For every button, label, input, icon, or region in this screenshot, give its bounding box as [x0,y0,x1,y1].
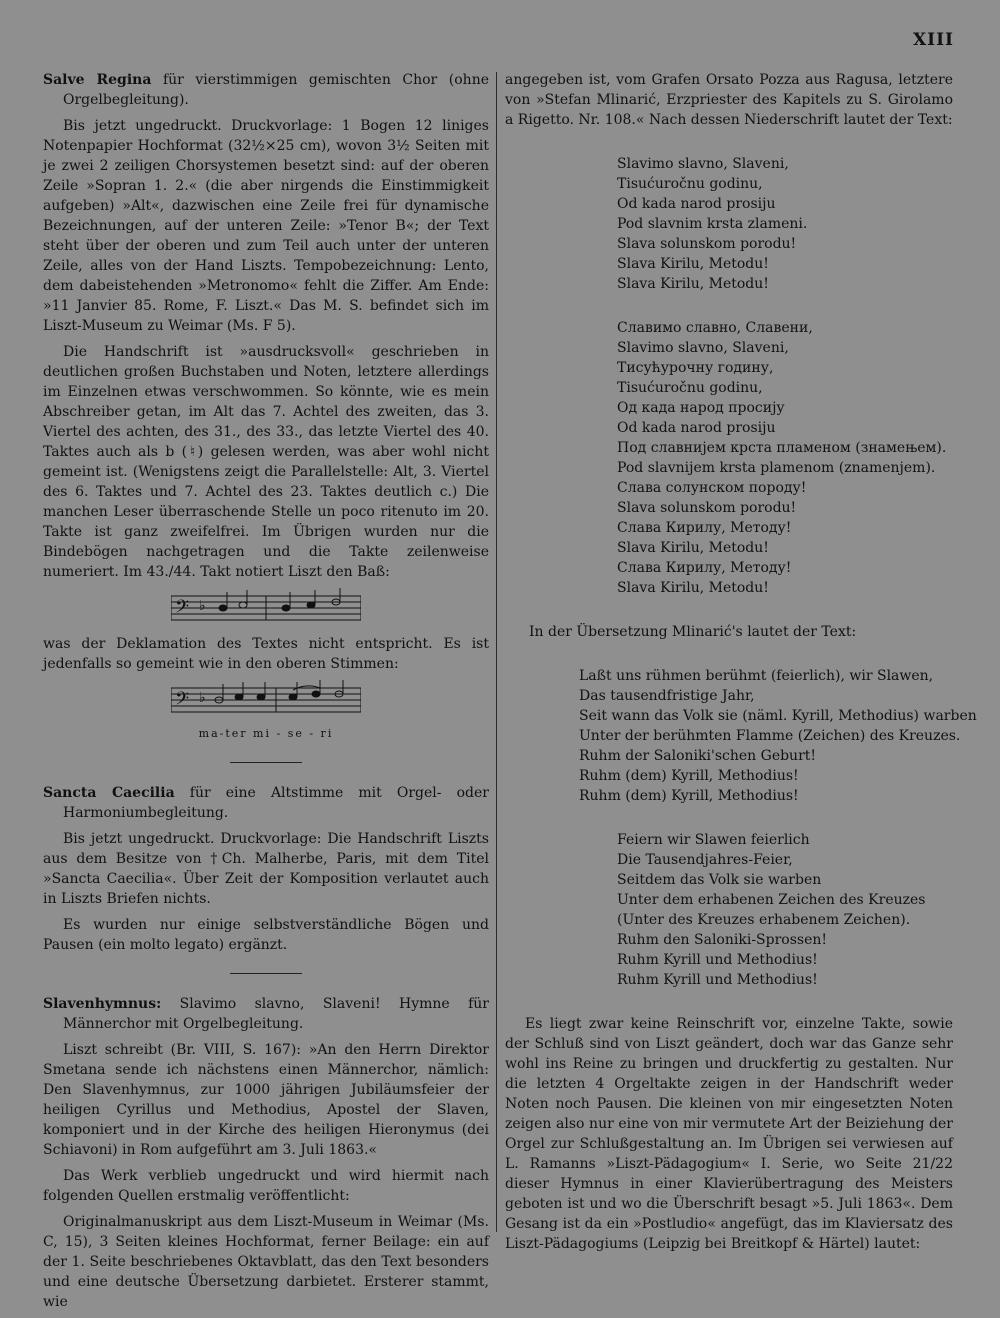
left-column [43,70,489,1312]
page-number: XIII [912,30,954,50]
caecilia-heading [43,783,489,823]
verse-line: Od kada narod prosiju [617,196,776,212]
verse-line: Ruhm (dem) Kyrill, Methodius! [579,768,799,784]
verse-line: Feiern wir Slawen feierlich [617,832,810,848]
verse-line: Slavimo slavno, Slaveni, [617,156,789,172]
right-final-paragraph: Es liegt zwar keine Reinschrift vor, einzelne Takte, sowie der Schluß sind von Liszt geändert, doch war das Ganze sehr wohl ins Reine zu bringen und druckfertig zu gestalten. Nur die letzten 4 Orgeltakte zeigen in der Handschrift weder Noten noch Pausen. Die kleinen von mir eingesetzten Noten zeigen also nur eine von mir vermutete Art der Beiziehung der Orgel zur Schlußgestaltung an. Im Übrigen sei verwiesen auf L. Ramanns »Liszt-Pädagogium« I. Serie, wo Seite 21/22 dieser Hymnus in einer Klavierübertragung des Meisters geboten ist und wo die Überschrift besagt »5. Juli 1863«. Dem Gesang ist da ein »Postludio« angefügt, das im Klaviersatz des Liszt-Pädagogiums (Leipzig bei Breitkopf & Härtel) lautet: [505,1016,953,1252]
verse-line: Tisućuročnu godinu, [617,176,763,192]
slaven-paragraph-2: Das Werk verblieb ungedruckt und wird hiermit nach folgenden Quellen erstmalig veröffentlicht: [43,1168,489,1204]
slaven-paragraph-1: Liszt schreibt (Br. VIII, S. 167): »An den Herrn Direktor Smetana sende ich nächstens einen Männerchor, nämlich: Den Slavenhymnus, zur 1000 jährigen Jubiläumsfeier der heiligen Cyrillus und Methodius, Apostel der Slaven, komponiert und in der Kirche des heiligen Hieronymus (dei Schiavoni) in Rom aufgeführt am 3. Juli 1863.« [43,1042,489,1158]
slaven-title-rest: Slavimo slavno, Slaveni! Hymne für Männerchor mit Orgelbegleitung. [63,996,489,1032]
salve-title: Salve Regina [43,72,152,88]
verse-line: Seitdem das Volk sie warben [617,872,822,888]
verse-line: Laßt uns rühmen berühmt (feierlich), wir Slawen, [579,668,934,684]
verse-line: Seit wann das Volk sie (näml. Kyrill, Methodius) warben [579,708,977,724]
verse-line: Тисућурочну годину, [617,360,774,376]
verse-line: Славимо славно, Славени, [617,320,813,336]
svg-text:𝄢: 𝄢 [175,689,190,714]
verse-line: Ruhm den Saloniki-Sprossen! [617,932,828,948]
verse-line: Das tausendfristige Jahr, [579,688,755,704]
music-staff-bass-2 [171,680,361,720]
verse-line: Ruhm Kyrill und Methodius! [617,972,818,988]
music-lyric: ma-ter mi - se - ri [198,727,334,740]
caecilia-paragraph-1: Bis jetzt ungedruckt. Druckvorlage: Die Handschrift Liszts aus dem Besitze von †Ch. Malherbe, Paris, mit dem Titel »Sancta Caecilia«. Über Zeit der Komposition verlautet auch in Liszts Briefen nichts. [43,831,489,907]
salve-paragraph-1: Bis jetzt ungedruckt. Druckvorlage: 1 Bogen 12 liniges Notenpapier Hochformat (32½×25 cm), wovon 3½ Seiten mit je zwei 2 zeiligen Chorsystemen besetzt sind: auf der oberen Zeile »Sopran 1. 2.« (die aber nirgends die Einstimmigkeit aufgeben) »Alt«, dazwischen eine Zeile frei für dynamische Bezeichnungen, auf der unteren Zeile: »Tenor B«; der Text steht über der oberen und zum Teil auch unter der unteren Zeile, alles von der Hand Liszts. Tempobezeichnung: Lento, dem dabeistehenden »Metronomo« fehlt die Ziffer. Am Ende: »11 Janvier 85. Rome, F. Liszt.« Das M. S. befindet sich im Liszt-Museum zu Weimar (Ms. F 5). [43,118,489,334]
svg-text:𝄢: 𝄢 [175,597,190,622]
verse-line: Slava Kirilu, Metodu! [617,580,769,596]
slaven-paragraph-3: Originalmanuskript aus dem Liszt-Museum in Weimar (Ms. C, 15), 3 Seiten kleines Hochformat, ferner Beilage: ein auf der 1. Seite beschriebenes Oktavblatt, das den Text besonders und eine deutsche Übersetzung darbietet. Ersterer stammt, wie [43,1214,489,1310]
verse-line: Слава Кирилу, Методу! [617,520,792,536]
verse-line: Od kada narod prosiju [617,420,776,436]
section-separator [230,762,302,763]
slaven-title: Slavenhymnus: [43,996,162,1012]
column-divider [496,72,497,1232]
verse-line: Slava Kirilu, Metodu! [617,276,769,292]
salve-paragraph-3: was der Deklamation des Textes nicht entspricht. Es ist jedenfalls so gemeint wie in den oberen Stimmen: [43,636,489,672]
verse-line: Slava Kirilu, Metodu! [617,256,769,272]
svg-text:♭: ♭ [199,690,206,706]
slaven-heading [43,994,489,1034]
salve-title-rest: für vierstimmigen gemischten Chor (ohne Orgelbegleitung). [63,72,489,108]
verse-line: Slava Kirilu, Metodu! [617,540,769,556]
verse-line: Под славнијем крста пламеном (знамењем). [617,440,947,456]
verse-line: Slavimo slavno, Slaveni, [617,340,789,356]
verse-line: Slava solunskom porodu! [617,236,797,252]
verse-line: Die Tausendjahres-Feier, [617,852,793,868]
verse-line: Pod slavnijem krsta plamenom (znamenjem). [617,460,936,476]
verse-line: Слава солунском породу! [617,480,807,496]
verse-bilingual [617,318,953,598]
verse-line: Tisućuročnu godinu, [617,380,763,396]
salve-paragraph-2: Die Handschrift ist »ausdrucksvoll« geschrieben in deutlichen großen Buchstaben und Noten, letztere allerdings im Einzelnen etwas verschwommen. So könnte, wie es mein Abschreiber getan, im Alt das 7. Achtel des zweiten, das 3. Viertel des achten, des 31., des 33., das letzte Viertel des 40. Taktes auch als b (♮) gelesen werden, was aber wohl nicht gemeint ist. (Wenigstens zeigt die Parallelstelle: Alt, 3. Viertel des 6. Taktes und 7. Achtel des 23. Taktes deutlich c.) Die manchen Leser überraschende Stelle un poco ritenuto im 20. Takte ist ganz zweifelfrei. Im Übrigen wurden nur die Bindebögen nachgetragen und die Takte zeilenweise numeriert. Im 43./44. Takt notiert Liszt den Baß: [43,344,489,580]
verse-line: Слава Кирилу, Методу! [617,560,792,576]
right-column [505,70,977,1254]
verse-line: Pod slavnim krsta zlameni. [617,216,808,232]
verse-german-1 [579,666,977,806]
translation-intro: In der Übersetzung Mlinarić's lautet der Text: [529,624,857,640]
verse-line: Од када народ просију [617,400,785,416]
verse-line: Ruhm der Saloniki'schen Geburt! [579,748,817,764]
salve-heading [43,70,489,110]
caecilia-title-rest: für eine Altstimme mit Orgel- oder Harmoniumbegleitung. [63,785,489,821]
verse-line: Unter dem erhabenen Zeichen des Kreuzes [617,892,926,908]
verse-croatian [617,154,953,294]
caecilia-title: Sancta Caecilia [43,785,175,801]
music-staff-bass-1 [171,588,361,628]
caecilia-paragraph-2: Es wurden nur einige selbstverständliche Bögen und Pausen (ein molto legato) ergänzt. [43,917,489,953]
verse-line: Slava solunskom porodu! [617,500,797,516]
verse-german-2 [617,830,953,990]
verse-line: (Unter des Kreuzes erhabenem Zeichen). [617,912,911,928]
svg-text:♭: ♭ [199,598,206,614]
section-separator [230,973,302,974]
right-intro: angegeben ist, vom Grafen Orsato Pozza aus Ragusa, letztere von »Stefan Mlinarić, Erzpriester des Kapitels zu S. Girolamo a Rigetto. Nr. 108.« Nach dessen Niederschrift lautet der Text: [505,72,953,128]
verse-line: Ruhm (dem) Kyrill, Methodius! [579,788,799,804]
verse-line: Ruhm Kyrill und Methodius! [617,952,818,968]
verse-line: Unter der berühmten Flamme (Zeichen) des Kreuzes. [579,728,961,744]
